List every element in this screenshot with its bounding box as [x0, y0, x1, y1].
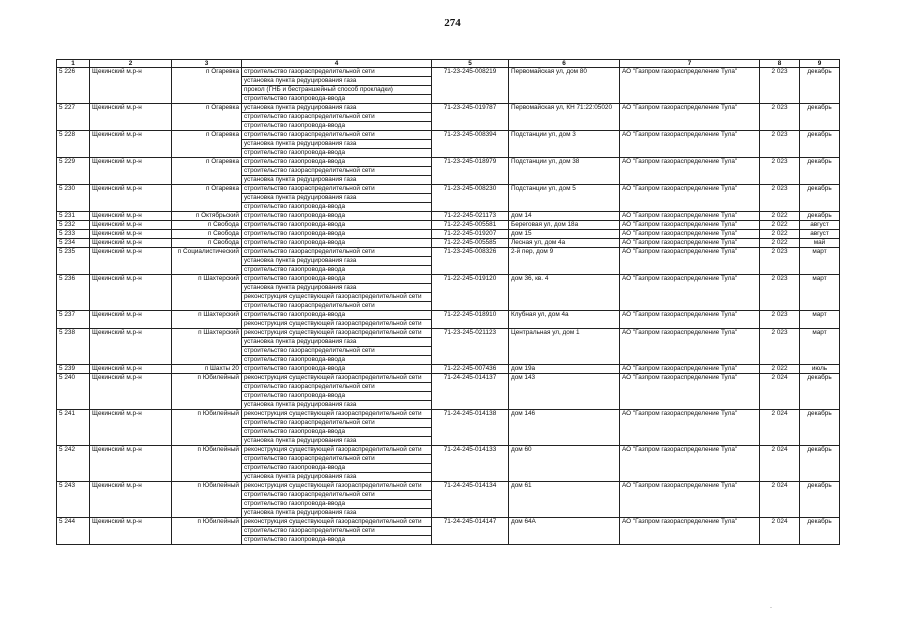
work-type-cell: установка пункта редуцирования газа [242, 401, 432, 410]
table-row [57, 518, 840, 527]
organization-cell: АО "Газпром газораспределение Тула" [620, 374, 760, 410]
work-type-cell: строительство газопровода-ввода [242, 356, 432, 365]
table-row [57, 158, 840, 167]
month-cell: декабрь [800, 482, 840, 518]
entry-number-cell: 5 238 [57, 329, 90, 365]
organization-cell: АО "Газпром газораспределение Тула" [620, 482, 760, 518]
year-cell: 2 023 [760, 131, 800, 158]
district-cell: Щекинский м.р-н [90, 275, 172, 311]
year-cell: 2 023 [760, 68, 800, 104]
object-code-cell: 71-23-245-008219 [432, 68, 509, 104]
district-cell: Щекинский м.р-н [90, 239, 172, 248]
column-header: 8 [760, 60, 800, 68]
table-row [57, 446, 840, 455]
work-type-cell: строительство газопровода-ввода [242, 221, 432, 230]
month-cell: декабрь [800, 374, 840, 410]
district-cell: Щекинский м.р-н [90, 365, 172, 374]
district-cell: Щекинский м.р-н [90, 248, 172, 275]
organization-cell: АО "Газпром газораспределение Тула" [620, 230, 760, 239]
year-cell: 2 024 [760, 518, 800, 545]
work-type-cell: строительство газораспределительной сети [242, 383, 432, 392]
entry-number-cell: 5 229 [57, 158, 90, 185]
table-row [57, 374, 840, 383]
organization-cell: АО "Газпром газораспределение Тула" [620, 446, 760, 482]
table-row [57, 311, 840, 320]
entry-number-cell: 5 228 [57, 131, 90, 158]
month-cell: декабрь [800, 518, 840, 545]
organization-cell: АО "Газпром газораспределение Тула" [620, 68, 760, 104]
organization-cell: АО "Газпром газораспределение Тула" [620, 365, 760, 374]
month-cell: декабрь [800, 212, 840, 221]
organization-cell: АО "Газпром газораспределение Тула" [620, 329, 760, 365]
entry-number-cell: 5 231 [57, 212, 90, 221]
work-type-cell: строительство газораспределительной сети [242, 131, 432, 140]
address-cell: дом 60 [509, 446, 620, 482]
year-cell: 2 023 [760, 104, 800, 131]
district-cell: Щекинский м.р-н [90, 311, 172, 329]
address-cell: дом 64А [509, 518, 620, 545]
locality-cell: п Шахтерский [172, 329, 242, 365]
month-cell: март [800, 311, 840, 329]
work-type-cell: строительство газораспределительной сети [242, 491, 432, 500]
month-cell: декабрь [800, 131, 840, 158]
object-code-cell: 71-23-245-008230 [432, 185, 509, 212]
gasification-table [56, 59, 840, 545]
address-cell: Лесная ул, дом 4а [509, 239, 620, 248]
object-code-cell: 71-22-245-019120 [432, 275, 509, 311]
month-cell: март [800, 329, 840, 365]
month-cell: декабрь [800, 158, 840, 185]
address-cell: дом 14 [509, 212, 620, 221]
work-type-cell: строительство газораспределительной сети [242, 113, 432, 122]
locality-cell: п Огаревка [172, 158, 242, 185]
entry-number-cell: 5 233 [57, 230, 90, 239]
work-type-cell: установка пункта редуцирования газа [242, 284, 432, 293]
work-type-cell: реконструкция существующей газораспределительной сети [242, 293, 432, 302]
district-cell: Щекинский м.р-н [90, 68, 172, 104]
work-type-cell: строительство газопровода-ввода [242, 464, 432, 473]
object-code-cell: 71-23-245-008394 [432, 131, 509, 158]
organization-cell: АО "Газпром газораспределение Тула" [620, 239, 760, 248]
work-type-cell: строительство газопровода-ввода [242, 311, 432, 320]
organization-cell: АО "Газпром газораспределение Тула" [620, 221, 760, 230]
entry-number-cell: 5 242 [57, 446, 90, 482]
table-body [57, 68, 840, 545]
address-cell: дом 143 [509, 374, 620, 410]
work-type-cell: строительство газопровода-ввода [242, 275, 432, 284]
address-cell: Клубная ул, дом 4а [509, 311, 620, 329]
entry-number-cell: 5 240 [57, 374, 90, 410]
work-type-cell: строительство газопровода-ввода [242, 500, 432, 509]
work-type-cell: строительство газораспределительной сети [242, 455, 432, 464]
district-cell: Щекинский м.р-н [90, 329, 172, 365]
year-cell: 2 022 [760, 230, 800, 239]
work-type-cell: строительство газораспределительной сети [242, 185, 432, 194]
table-row [57, 212, 840, 221]
year-cell: 2 023 [760, 158, 800, 185]
address-cell: Первомайская ул, дом 80 [509, 68, 620, 104]
locality-cell: п Шахтерский [172, 311, 242, 329]
year-cell: 2 024 [760, 482, 800, 518]
work-type-cell: строительство газопровода-ввода [242, 122, 432, 131]
work-type-cell: установка пункта редуцирования газа [242, 176, 432, 185]
district-cell: Щекинский м.р-н [90, 221, 172, 230]
district-cell: Щекинский м.р-н [90, 410, 172, 446]
district-cell: Щекинский м.р-н [90, 374, 172, 410]
organization-cell: АО "Газпром газораспределение Тула" [620, 131, 760, 158]
year-cell: 2 023 [760, 311, 800, 329]
district-cell: Щекинский м.р-н [90, 158, 172, 185]
address-cell: Береговая ул, дом 18а [509, 221, 620, 230]
work-type-cell: строительство газораспределительной сети [242, 248, 432, 257]
table-row [57, 239, 840, 248]
column-header: 7 [620, 60, 760, 68]
year-cell: 2 024 [760, 410, 800, 446]
locality-cell: п Огаревка [172, 131, 242, 158]
work-type-cell: установка пункта редуцирования газа [242, 257, 432, 266]
organization-cell: АО "Газпром газораспределение Тула" [620, 248, 760, 275]
work-type-cell: установка пункта редуцирования газа [242, 104, 432, 113]
year-cell: 2 024 [760, 446, 800, 482]
locality-cell: п Огаревка [172, 104, 242, 131]
address-cell: 2-й пер, дом 9 [509, 248, 620, 275]
object-code-cell: 71-24-245-014138 [432, 410, 509, 446]
locality-cell: п Юбилейный [172, 410, 242, 446]
year-cell: 2 023 [760, 329, 800, 365]
month-cell: декабрь [800, 446, 840, 482]
table-row [57, 365, 840, 374]
year-cell: 2 023 [760, 185, 800, 212]
work-type-cell: строительство газопровода-ввода [242, 239, 432, 248]
month-cell: декабрь [800, 68, 840, 104]
entry-number-cell: 5 226 [57, 68, 90, 104]
address-cell: Подстанции ул, дом 5 [509, 185, 620, 212]
entry-number-cell: 5 236 [57, 275, 90, 311]
object-code-cell: 71-22-245-018910 [432, 311, 509, 329]
work-type-cell: установка пункта редуцирования газа [242, 77, 432, 86]
entry-number-cell: 5 227 [57, 104, 90, 131]
work-type-cell: строительство газораспределительной сети [242, 347, 432, 356]
year-cell: 2 023 [760, 275, 800, 311]
work-type-cell: установка пункта редуцирования газа [242, 338, 432, 347]
work-type-cell: реконструкция существующей газораспределительной сети [242, 446, 432, 455]
month-cell: март [800, 248, 840, 275]
year-cell: 2 023 [760, 248, 800, 275]
month-cell: май [800, 239, 840, 248]
address-cell: дом 36, кв. 4 [509, 275, 620, 311]
work-type-cell: прокол (ГНБ и бестраншейный способ прокладки) [242, 86, 432, 95]
object-code-cell: 71-22-245-007436 [432, 365, 509, 374]
address-cell: Подстанции ул, дом 3 [509, 131, 620, 158]
object-code-cell: 71-24-245-014147 [432, 518, 509, 545]
district-cell: Щекинский м.р-н [90, 482, 172, 518]
entry-number-cell: 5 232 [57, 221, 90, 230]
work-type-cell: строительство газораспределительной сети [242, 167, 432, 176]
address-cell: дом 15 [509, 230, 620, 239]
work-type-cell: строительство газопровода-ввода [242, 203, 432, 212]
work-type-cell: строительство газопровода-ввода [242, 266, 432, 275]
locality-cell: п Октябрьский [172, 212, 242, 221]
column-header: 5 [432, 60, 509, 68]
table-row [57, 482, 840, 491]
address-cell: дом 19а [509, 365, 620, 374]
entry-number-cell: 5 235 [57, 248, 90, 275]
column-header-row [57, 60, 840, 68]
work-type-cell: строительство газопровода-ввода [242, 95, 432, 104]
entry-number-cell: 5 241 [57, 410, 90, 446]
table-row [57, 275, 840, 284]
table-row [57, 68, 840, 77]
column-header: 2 [90, 60, 172, 68]
organization-cell: АО "Газпром газораспределение Тула" [620, 212, 760, 221]
work-type-cell: реконструкция существующей газораспределительной сети [242, 410, 432, 419]
work-type-cell: строительство газопровода-ввода [242, 428, 432, 437]
work-type-cell: строительство газопровода-ввода [242, 392, 432, 401]
work-type-cell: реконструкция существующей газораспределительной сети [242, 320, 432, 329]
work-type-cell: строительство газопровода-ввода [242, 212, 432, 221]
object-code-cell: 71-24-245-014134 [432, 482, 509, 518]
month-cell: декабрь [800, 104, 840, 131]
year-cell: 2 022 [760, 239, 800, 248]
object-code-cell: 71-22-245-005581 [432, 221, 509, 230]
address-cell: Первомайская ул, КН 71:22:05020 [509, 104, 620, 131]
page-number: 274 [444, 17, 461, 29]
object-code-cell: 71-23-245-008326 [432, 248, 509, 275]
entry-number-cell: 5 244 [57, 518, 90, 545]
column-header: 1 [57, 60, 90, 68]
organization-cell: АО "Газпром газораспределение Тула" [620, 158, 760, 185]
locality-cell: п Шахты 20 [172, 365, 242, 374]
month-cell: август [800, 221, 840, 230]
table-row [57, 185, 840, 194]
organization-cell: АО "Газпром газораспределение Тула" [620, 410, 760, 446]
work-type-cell: строительство газопровода-ввода [242, 365, 432, 374]
organization-cell: АО "Газпром газораспределение Тула" [620, 311, 760, 329]
work-type-cell: установка пункта редуцирования газа [242, 509, 432, 518]
column-header: 4 [242, 60, 432, 68]
work-type-cell: строительство газораспределительной сети [242, 68, 432, 77]
object-code-cell: 71-23-245-019787 [432, 104, 509, 131]
locality-cell: п Свобода [172, 239, 242, 248]
locality-cell: п Огаревка [172, 185, 242, 212]
locality-cell: п Свобода [172, 221, 242, 230]
table-row [57, 248, 840, 257]
scan-speck: · [770, 605, 772, 611]
object-code-cell: 71-22-245-019207 [432, 230, 509, 239]
address-cell: дом 146 [509, 410, 620, 446]
year-cell: 2 024 [760, 374, 800, 410]
work-type-cell: реконструкция существующей газораспределительной сети [242, 374, 432, 383]
district-cell: Щекинский м.р-н [90, 131, 172, 158]
table-row [57, 329, 840, 338]
entry-number-cell: 5 234 [57, 239, 90, 248]
object-code-cell: 71-22-245-005585 [432, 239, 509, 248]
object-code-cell: 71-24-245-014133 [432, 446, 509, 482]
object-code-cell: 71-23-245-018979 [432, 158, 509, 185]
district-cell: Щекинский м.р-н [90, 212, 172, 221]
column-header: 9 [800, 60, 840, 68]
work-type-cell: строительство газопровода-ввода [242, 158, 432, 167]
year-cell: 2 022 [760, 365, 800, 374]
address-cell: дом 61 [509, 482, 620, 518]
locality-cell: п Огаревка [172, 68, 242, 104]
column-header: 3 [172, 60, 242, 68]
work-type-cell: установка пункта редуцирования газа [242, 194, 432, 203]
object-code-cell: 71-23-245-021123 [432, 329, 509, 365]
locality-cell: п Свобода [172, 230, 242, 239]
work-type-cell: реконструкция существующей газораспределительной сети [242, 482, 432, 491]
locality-cell: п Юбилейный [172, 482, 242, 518]
entry-number-cell: 5 230 [57, 185, 90, 212]
locality-cell: п Шахтерский [172, 275, 242, 311]
work-type-cell: установка пункта редуцирования газа [242, 140, 432, 149]
work-type-cell: строительство газопровода-ввода [242, 536, 432, 545]
locality-cell: п Юбилейный [172, 374, 242, 410]
month-cell: июль [800, 365, 840, 374]
work-type-cell: реконструкция существующей газораспределительной сети [242, 329, 432, 338]
object-code-cell: 71-22-245-021173 [432, 212, 509, 221]
table-row [57, 104, 840, 113]
district-cell: Щекинский м.р-н [90, 104, 172, 131]
entry-number-cell: 5 243 [57, 482, 90, 518]
month-cell: август [800, 230, 840, 239]
table-row [57, 230, 840, 239]
work-type-cell: строительство газораспределительной сети [242, 527, 432, 536]
address-cell: Центральная ул, дом 1 [509, 329, 620, 365]
organization-cell: АО "Газпром газораспределение Тула" [620, 104, 760, 131]
year-cell: 2 022 [760, 221, 800, 230]
work-type-cell: реконструкция существующей газораспределительной сети [242, 518, 432, 527]
month-cell: март [800, 275, 840, 311]
organization-cell: АО "Газпром газораспределение Тула" [620, 185, 760, 212]
work-type-cell: строительство газораспределительной сети [242, 302, 432, 311]
table-row [57, 221, 840, 230]
work-type-cell: строительство газораспределительной сети [242, 419, 432, 428]
table-row [57, 410, 840, 419]
locality-cell: п Юбилейный [172, 446, 242, 482]
locality-cell: п Социалистический [172, 248, 242, 275]
entry-number-cell: 5 237 [57, 311, 90, 329]
district-cell: Щекинский м.р-н [90, 446, 172, 482]
entry-number-cell: 5 239 [57, 365, 90, 374]
organization-cell: АО "Газпром газораспределение Тула" [620, 518, 760, 545]
work-type-cell: установка пункта редуцирования газа [242, 473, 432, 482]
district-cell: Щекинский м.р-н [90, 230, 172, 239]
year-cell: 2 022 [760, 212, 800, 221]
month-cell: декабрь [800, 410, 840, 446]
column-header: 6 [509, 60, 620, 68]
object-code-cell: 71-24-245-014137 [432, 374, 509, 410]
organization-cell: АО "Газпром газораспределение Тула" [620, 275, 760, 311]
work-type-cell: установка пункта редуцирования газа [242, 437, 432, 446]
table-row [57, 131, 840, 140]
district-cell: Щекинский м.р-н [90, 185, 172, 212]
address-cell: Подстанции ул, дом 38 [509, 158, 620, 185]
month-cell: декабрь [800, 185, 840, 212]
district-cell: Щекинский м.р-н [90, 518, 172, 545]
work-type-cell: строительство газопровода-ввода [242, 149, 432, 158]
locality-cell: п Юбилейный [172, 518, 242, 545]
work-type-cell: строительство газопровода-ввода [242, 230, 432, 239]
